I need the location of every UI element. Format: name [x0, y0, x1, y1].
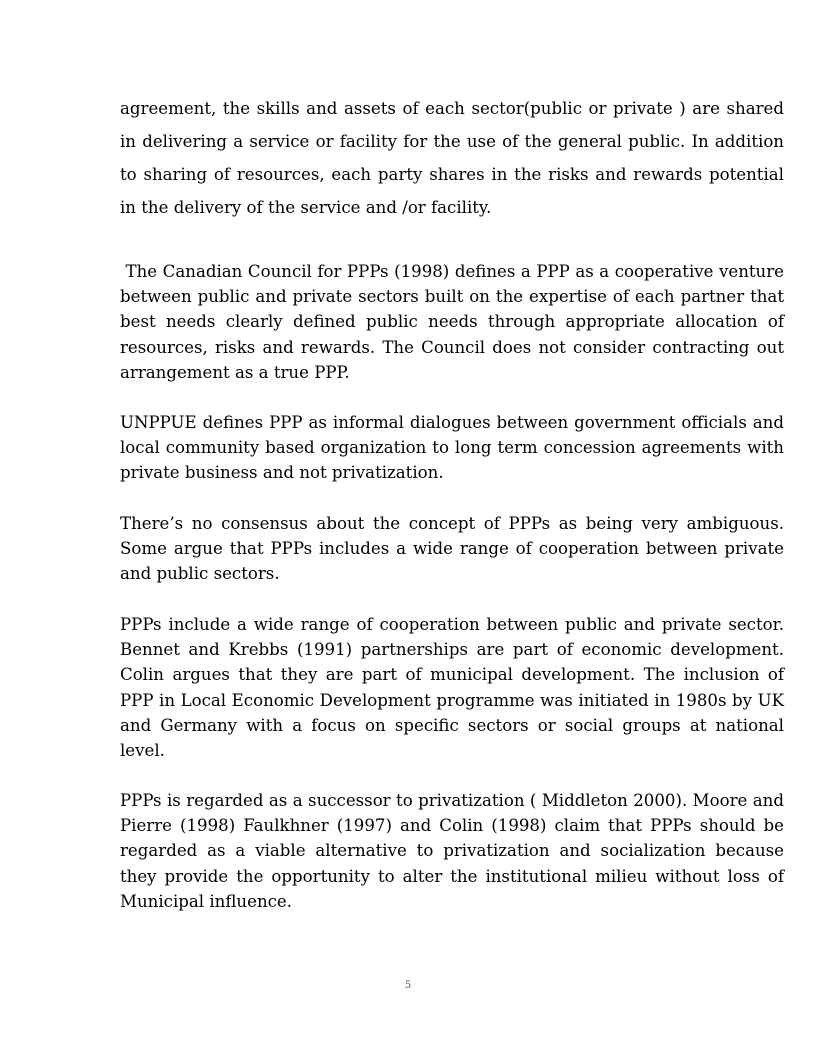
paragraph-canadian-council-definition: The Canadian Council for PPPs (1998) defines a PPP as a cooperative venture between public and private sectors built on the expertise of each partner that best needs clearly defined public needs through appropriate allocation of resources, risks and rewards. The Council does not consider contracting out arrangement as a true PPP. — [120, 262, 790, 382]
paragraph-shared-assets: agreement, the skills and assets of each sector(public or private ) are shared in delivering a service or facility for the use of the general public. In addition to sharing of resources, each party shares in the risks and rewards potential in the delivery of the service and /or facility. — [120, 99, 784, 217]
paragraph-cooperation-range: PPPs include a wide range of cooperation between public and private sector. Bennet and Krebbs (1991) partnerships are part of economic development. Colin argues that they are part of municipal development. The inclusion of PPP in Local Economic Development programme was initiated in 1980s by UK and Germany with a focus on specific sectors or social groups at national level. — [120, 615, 784, 761]
paragraph-unppue-definition: UNPPUE defines PPP as informal dialogues between government officials and local community based organization to long term concession agreements with private business and not privatization. — [120, 413, 784, 483]
paragraph-successor-to-privatization: PPPs is regarded as a successor to privatization ( Middleton 2000). Moore and Pierre (1998) Faulkhner (1997) and Colin (1998) claim that PPPs should be regarded as a viable alternative to privatization and socialization because they provide the opportunity to alter the institutional milieu without loss of Municipal influence. — [120, 791, 784, 911]
paragraph-no-consensus: There’s no consensus about the concept of PPPs as being very ambiguous. Some argue that PPPs includes a wide range of cooperation between private and public sectors. — [120, 514, 784, 584]
page-number: 5 — [404, 980, 412, 991]
